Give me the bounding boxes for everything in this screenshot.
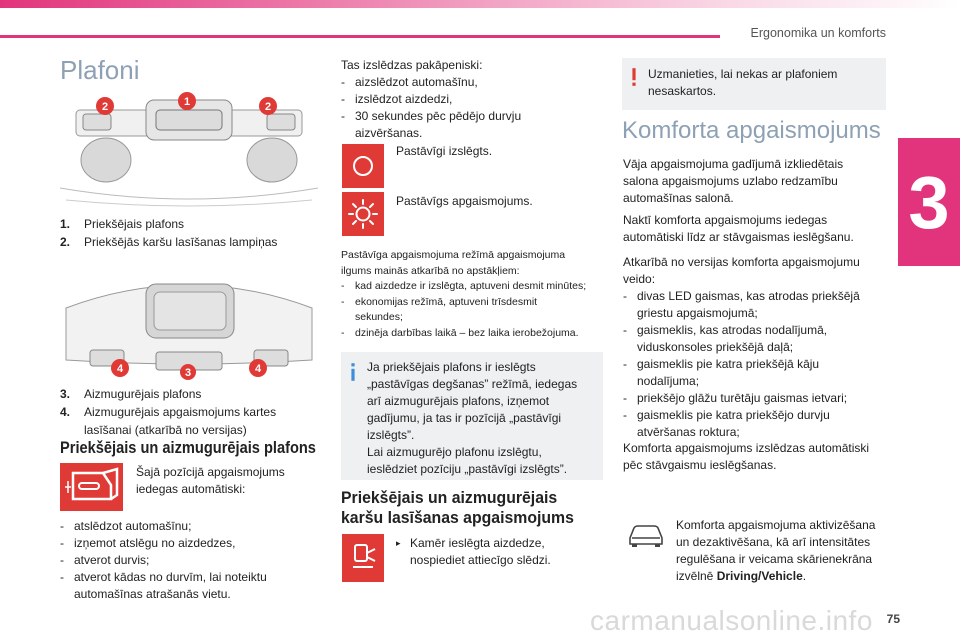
comfort-lighting-title: Komforta apgaismojums: [622, 117, 881, 144]
callout-3: [180, 364, 196, 380]
list-item: atvēršanas roktura;: [637, 425, 740, 439]
lamp-on-icon: [347, 198, 379, 230]
callout-4-left: [111, 359, 129, 377]
top-gradient-bar: [0, 0, 960, 8]
door-list: [60, 518, 267, 603]
comfort-paragraph-2: Naktī komforta apgaismojums iedegas automātiski līdz ar stāvgaismas ieslēgšanu.: [623, 213, 854, 244]
info-box: Ja priekšējais plafons ir ieslēgts „pastāvīgas degšanas” režīmā, iedegas arī aizmugurējais plafons, izņemot gadījumu, ja tas ir pozīcijā „pastāvīgi izslēgts”. Lai aizmugurējo plafonu izslēgtu, ieslēdziet pozīciju „pastāvīgi izslēgts”.: [341, 352, 603, 480]
legend-item: 1. Priekšējais plafons: [60, 217, 185, 231]
list-item: aizvēršanas.: [355, 126, 423, 140]
header-rule: [0, 35, 720, 38]
list-item: - izņemot atslēgu no aizdedzes,: [60, 536, 236, 550]
car-door-open-icon: [65, 467, 119, 507]
section-title: Ergonomika un komforts: [750, 26, 886, 40]
on-label: Pastāvīgs apgaismojums.: [396, 194, 533, 208]
front-legend: [60, 215, 277, 251]
callout-2-left: [96, 97, 114, 115]
permanent-mode-note: Pastāvīga apgaismojuma režīmā apgaismojuma ilgums mainās atkarībā no apstākļiem: - kad aizdedze ir izslēgta, aptuveni desmit minūtes; - ekonomijas režīmā, aptuveni trīsdesmit sekundes; - dzinēja darbības laikā – bez laika ierobežojuma.: [341, 248, 586, 341]
legend-item: 2. Priekšējās karšu lasīšanas lampiņas: [60, 235, 278, 249]
list-item: - atslēdzot automašīnu;: [60, 519, 192, 533]
watermark: carmanualsonline.info: [590, 605, 873, 636]
door-icon-box: [60, 463, 123, 511]
list-item: - gaismeklis pie katra priekšējā kāju: [623, 357, 820, 371]
callout-4-right: [249, 359, 267, 377]
warning-box: Uzmanieties, lai nekas ar plafoniem nesaskartos.: [622, 58, 886, 110]
car-icon: [626, 520, 666, 548]
svg-text:3: 3: [184, 367, 192, 379]
page-number: 75: [886, 612, 900, 626]
page-title: Plafoni: [60, 55, 140, 85]
info-icon: [349, 361, 357, 383]
svg-text:4: 4: [116, 363, 124, 375]
front-rear-heading: Priekšējais un aizmugurējais plafons: [60, 438, 316, 457]
rear-legend: [60, 385, 276, 439]
legend-item: 3. Aizmugurējais plafons: [60, 387, 202, 401]
list-item: nodalījuma;: [637, 374, 700, 388]
arrow-right-icon: ▸: [396, 538, 401, 548]
rear-ceiling-lamp-figure: [60, 268, 318, 380]
list-item: - divas LED gaismas, kas atrodas priekšējā: [623, 289, 860, 303]
comfort-paragraph-4: Komforta apgaismojums izslēdzas automātiski pēc stāvgaismu ieslēgšanas.: [623, 441, 870, 472]
comfort-paragraph-1: Vāja apgaismojuma gadījumā izkliedētais salona apgaismojums uzlabo redzamību automašīnas salonā.: [623, 157, 844, 205]
off-label: Pastāvīgi izslēgts.: [396, 144, 493, 158]
svg-text:2: 2: [264, 101, 272, 113]
reading-lamp-icon: [347, 541, 379, 575]
list-item: - kad aizdedze ir izslēgta, aptuveni desmit minūtes;: [341, 280, 587, 292]
list-item: - atverot kādas no durvīm, lai noteiktu: [60, 570, 267, 584]
list-item: griestu apgaismojumā;: [637, 306, 758, 320]
list-item: - 30 sekundes pēc pēdējo durvju: [341, 109, 522, 123]
list-item: - priekšējo glāžu turētāju gaismas ietvari;: [623, 391, 848, 405]
warning-icon: [630, 66, 638, 88]
chapter-tab: 3: [898, 138, 960, 266]
reading-lamp-heading: Priekšējais un aizmugurējais karšu lasīšanas apgaismojums: [341, 488, 574, 527]
list-item: - dzinēja darbības laikā – bez laika ierobežojuma.: [341, 326, 579, 339]
comfort-paragraph-3: Atkarībā no versijas komforta apgaismojumu veido: - divas LED gaismas, kas atrodas priekšējā griestu apgaismojumā; - gaismeklis, kas atrodas nodalījumā, viduskonsoles priekšējā daļā; - gaismeklis pie katra priekšējā kāju nodalījuma; - priekšējo glāžu turētāju gaismas ietvari; - gaismeklis pie katra priekšējo durvju atvēršanas roktura;: [623, 255, 860, 439]
reading-lamp-text: ▸ Kamēr ieslēgta aizdedze, nospiediet attiecīgo slēdzi.: [396, 536, 551, 567]
list-item: - gaismeklis pie katra priekšējo durvju: [623, 408, 830, 422]
list-item: viduskonsoles priekšējā daļā;: [637, 340, 794, 354]
svg-text:4: 4: [254, 363, 262, 375]
callout-2-right: [259, 97, 277, 115]
list-item: automašīnas atrašanās vietu.: [74, 587, 231, 601]
legend-item: lasīšanai (atkarībā no versijas): [84, 423, 247, 437]
list-item: - atverot durvis;: [60, 553, 150, 567]
list-item: - izslēdzot aizdedzi,: [341, 92, 453, 106]
list-item: sekundes;: [355, 311, 403, 323]
list-item: - ekonomijas režīmā, aptuveni trīsdesmit: [341, 295, 538, 308]
callout-1: [178, 92, 196, 110]
front-ceiling-lamp-figure: [56, 88, 322, 210]
list-item: - gaismeklis, kas atrodas nodalījumā,: [623, 323, 828, 337]
svg-text:1: 1: [183, 96, 191, 108]
off-icon-box: [342, 144, 384, 188]
svg-text:2: 2: [101, 101, 109, 113]
switch-off-intro: Tas izslēdzas pakāpeniski: - aizslēdzot automašīnu, - izslēdzot aizdedzi, - 30 sekundes pēc pēdējo durvju aizvēršanas.: [341, 58, 522, 140]
lamp-off-icon: [348, 151, 378, 181]
on-icon-box: [342, 192, 384, 236]
legend-item: 4. Aizmugurējais apgaismojums kartes: [60, 405, 277, 419]
door-position-text: Šajā pozīcijā apgaismojums iedegas automātiski:: [136, 465, 285, 496]
driving-vehicle-menu-name: Driving/Vehicle: [716, 569, 803, 583]
list-item: - aizslēdzot automašīnu,: [341, 75, 478, 89]
car-settings-text: Komforta apgaismojuma aktivizēšana un dezaktivēšana, kā arī intensitātes regulēšana ir veicama skārienekrāna izvēlnē Driving/Vehicle.: [676, 518, 876, 583]
reading-lamp-icon-box: [342, 534, 384, 582]
